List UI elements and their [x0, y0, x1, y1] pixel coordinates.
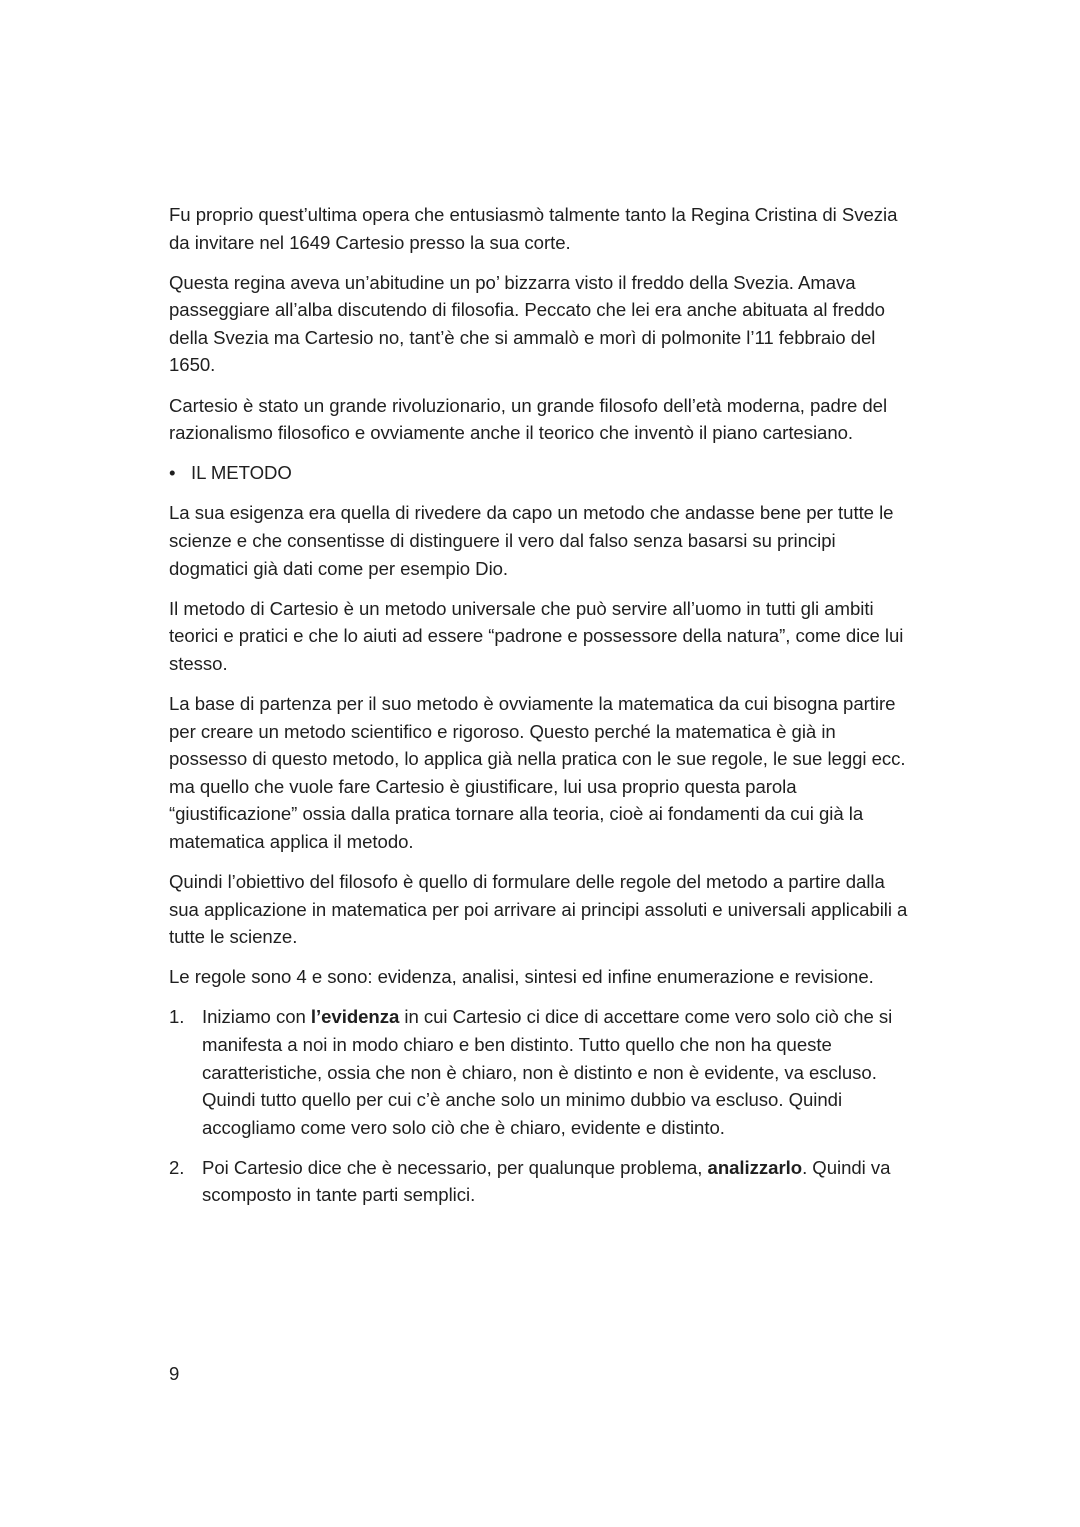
paragraph-method-need: La sua esigenza era quella di rivedere da capo un metodo che andasse bene per tutte le scienze e che consentisse di distinguere il vero dal falso senza basarsi su principi dogmatici già dati come per esempio Dio.	[169, 502, 894, 579]
document-body	[169, 201, 914, 1222]
list-item-number: 1.	[169, 1006, 185, 1028]
list-item-number: 2.	[169, 1156, 185, 1178]
list-item-evidence	[169, 1003, 914, 1141]
paragraph-universal-method: Il metodo di Cartesio è un metodo universale che può servire all’uomo in tutti gli ambiti teorici e pratici e che lo aiuti ad essere “padrone e possessore della natura”, come dice lui stesso.	[169, 597, 904, 674]
page-number: 9	[169, 1363, 180, 1384]
paragraph-cartesio-summary: Cartesio è stato un grande rivoluzionario, un grande filosofo dell’età moderna, padre del razionalismo filosofico e ovviamente anche il teorico che inventò il piano cartesiano.	[169, 394, 888, 444]
paragraph-queen-christina: Fu proprio quest’ultima opera che entusiasmò talmente tanto la Regina Cristina di Svezia da invitare nel 1649 Cartesio presso la sua corte.	[169, 204, 898, 253]
list-item-text: Iniziamo con l’evidenza in cui Cartesio ci dice di accettare come vero solo ciò che si manifesta a noi in modo chiaro e ben distinto. Tutto quello che non ha queste caratteristiche, ossia che non è chiaro, non è distinto e non è evidente, va escluso. Quindi tutto quello per cui c’è anche solo un minimo dubbio va escluso. Quindi accogliamo come vero solo ciò che è chiaro, evidente e distinto.	[202, 1006, 893, 1138]
paragraph-mathematics-base: La base di partenza per il suo metodo è ovviamente la matematica da cui bisogna partire per creare un metodo scientifico e rigoroso. Questo perché la matematica è già in possesso di questo metodo, lo applica già nella pratica con le sue regole, le sue leggi ecc. ma quello che vuole fare Cartesio è giustificare, lui usa proprio questa parola “giustificazione” ossia dalla pratica tornare alla teoria, cioè ai fondamenti da cui già la matematica applica il metodo.	[169, 692, 906, 852]
paragraph-queen-habit: Questa regina aveva un’abitudine un po’ bizzarra visto il freddo della Svezia. Amava passeggiare all’alba discutendo di filosofia. Peccato che lei era anche abituata al freddo della Svezia ma Cartesio no, tant’è che si ammalò e morì di polmonite l’11 febbraio del 1650.	[169, 271, 885, 376]
list-item-analysis	[169, 1154, 914, 1209]
paragraph-philosopher-goal: Quindi l’obiettivo del filosofo è quello di formulare delle regole del metodo a partire dalla sua applicazione in matematica per poi arrivare ai principi assoluti e universali applicabili a tutte le scienze.	[169, 870, 908, 948]
paragraph-four-rules: Le regole sono 4 e sono: evidenza, analisi, sintesi ed infine enumerazione e revisione.	[169, 966, 874, 988]
bullet-icon: •	[169, 462, 176, 484]
list-item-text: Poi Cartesio dice che è necessario, per qualunque problema, analizzarlo. Quindi va scomposto in tante parti semplici.	[202, 1156, 891, 1206]
section-heading-metodo	[169, 459, 914, 487]
section-heading-label: IL METODO	[191, 462, 292, 484]
bold-term-analysis: analizzarlo	[707, 1156, 803, 1178]
bold-term-evidence: l’evidenza	[310, 1006, 400, 1028]
